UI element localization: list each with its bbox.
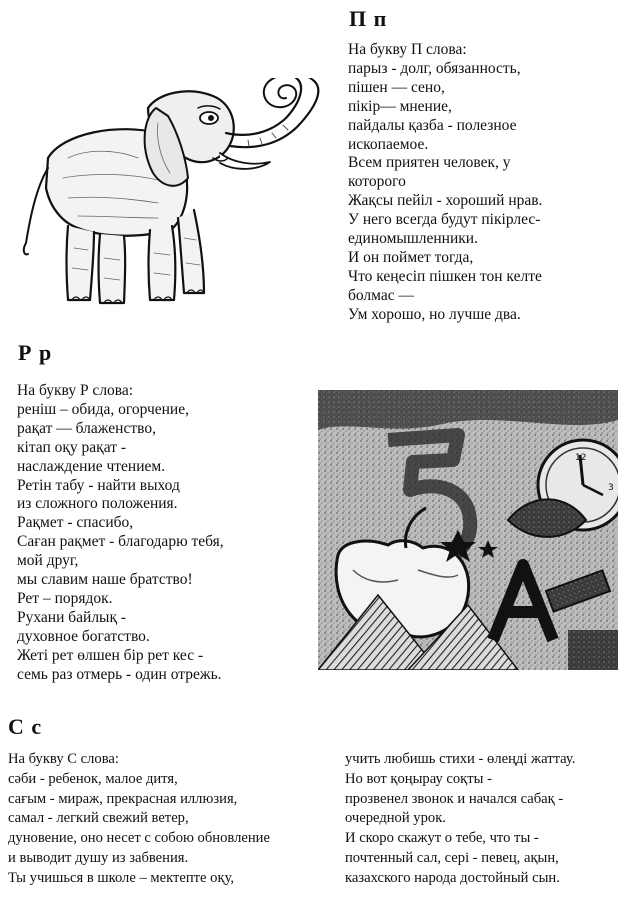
text-line: кітап оқу рақат - — [17, 438, 126, 456]
section-r-text — [17, 382, 317, 685]
text-line: И он поймет тогда, — [348, 248, 474, 266]
text-line: Саған рақмет - благодарю тебя, — [17, 533, 224, 551]
section-s-right-text — [345, 750, 620, 889]
text-line: Ум хорошо, но лучше два. — [348, 305, 521, 323]
text-line: пайдалы қазба - полезное — [348, 116, 517, 134]
text-line: сәби - ребенок, малое дитя, — [8, 770, 178, 787]
text-line: пікір— мнение, — [348, 97, 452, 115]
text-line: и выводит душу из забвения. — [8, 849, 189, 866]
svg-text:3: 3 — [608, 483, 614, 493]
text-line: реніш – обида, огорчение, — [17, 400, 189, 418]
text-line: мой друг, — [17, 552, 79, 570]
text-line: Что кеңесіп пішкен тон келте — [348, 267, 542, 285]
text-line: учить любишь стихи - өлеңді жаттау. — [345, 751, 576, 767]
text-line: Жеті рет өлшен бір рет кес - — [17, 646, 204, 664]
text-line: У него всегда будут пікірлес- — [348, 211, 541, 229]
text-line: болмас — — [348, 286, 415, 304]
school-collage-illustration — [318, 380, 618, 670]
text-line: семь раз отмерь - один отрежь. — [17, 665, 222, 683]
text-line: Жақсы пейіл - хороший нрав. — [348, 192, 543, 210]
text-line: Ретін табу - найти выход — [17, 476, 180, 494]
elephant-illustration — [8, 78, 338, 313]
text-line: Рет – порядок. — [17, 589, 113, 607]
text-line: Рухани байлық - — [17, 608, 127, 626]
text-line: Рақмет - спасибо, — [17, 514, 134, 532]
text-line: На букву П слова: — [348, 41, 467, 58]
text-line: единомышленники. — [348, 230, 478, 248]
section-p-text — [348, 41, 618, 325]
text-line: казахского народа достойный сын. — [345, 869, 560, 886]
text-line: из сложного положения. — [17, 495, 178, 513]
text-line: прозвенел звонок и начался сабақ - — [345, 790, 564, 807]
text-line: наслаждение чтением. — [17, 457, 166, 475]
text-line: самал - легкий свежий ветер, — [8, 810, 189, 827]
text-line: которого — [348, 173, 406, 191]
section-r-heading: Р р — [18, 340, 53, 365]
text-line: И скоро скажут о тебе, что ты - — [345, 830, 539, 847]
text-line: духовное богатство. — [17, 627, 150, 645]
text-line: На букву Р слова: — [17, 382, 134, 399]
text-line: парыз - долг, обязанность, — [348, 59, 521, 77]
text-line: мы славим наше братство! — [17, 571, 193, 589]
text-line: Но вот қоңырау соқты - — [345, 770, 492, 787]
text-line: почтенный сал, сері - певец, ақын, — [345, 849, 559, 866]
text-line: пішен — сено, — [348, 78, 445, 96]
text-line: очередной урок. — [345, 810, 446, 827]
section-s-heading: С с — [8, 714, 43, 739]
section-p-heading: П п — [349, 6, 388, 31]
text-line: Ты учишься в школе – мектепте оқу, — [8, 869, 235, 886]
text-line: Всем приятен человек, у — [348, 154, 511, 172]
text-line: рақат — блаженство, — [17, 419, 156, 437]
text-line: сағым - мираж, прекрасная иллюзия, — [8, 790, 238, 807]
svg-text:12: 12 — [575, 453, 587, 463]
section-s-left-text — [8, 750, 338, 889]
text-line: дуновение, оно несет с собою обновление — [8, 830, 270, 847]
text-line: ископаемое. — [348, 135, 429, 153]
text-line: На букву С слова: — [8, 751, 119, 767]
